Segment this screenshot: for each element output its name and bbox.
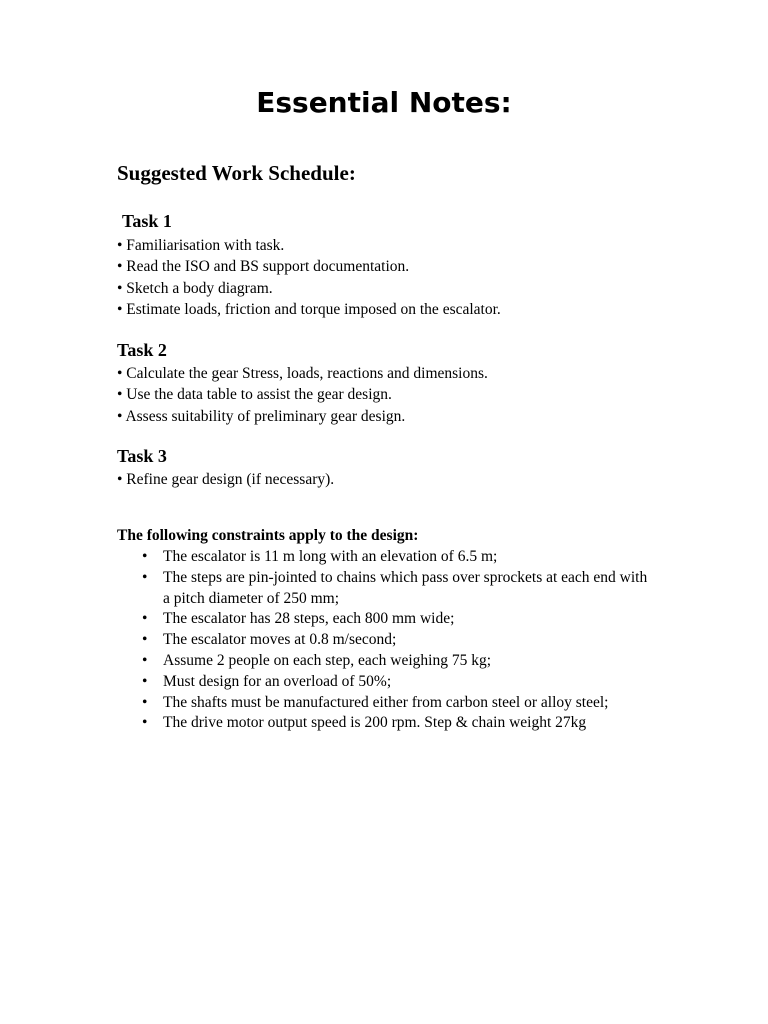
task-2-list	[117, 363, 488, 427]
bullet-icon: •	[142, 714, 148, 732]
list-item: • Refine gear design (if necessary).	[117, 471, 335, 488]
constraint-text: Must design for an overload of 50%;	[163, 672, 392, 690]
bullet-icon: •	[142, 610, 148, 628]
constraint-item	[117, 693, 657, 714]
list-item: • Calculate the gear Stress, loads, reactions and dimensions.	[117, 365, 488, 382]
list-item: • Estimate loads, friction and torque imposed on the escalator.	[117, 300, 501, 318]
page-title: Essential Notes:	[256, 86, 512, 119]
constraint-text: The escalator has 28 steps, each 800 mm wide;	[163, 610, 455, 628]
list-item: • Assess suitability of preliminary gear design.	[117, 407, 406, 425]
bullet-icon: •	[142, 693, 148, 711]
constraint-text: The shafts must be manufactured either from carbon steel or alloy steel;	[163, 693, 609, 711]
list-item: • Use the data table to assist the gear design.	[117, 386, 392, 404]
constraint-item	[117, 651, 657, 672]
constraint-item	[117, 630, 657, 651]
bullet-icon: •	[142, 568, 148, 586]
constraint-list	[117, 547, 657, 734]
bullet-icon: •	[142, 651, 148, 669]
constraint-text: The escalator is 11 m long with an elevation of 6.5 m;	[163, 548, 498, 565]
constraint-text: The steps are pin-jointed to chains which pass over sprockets at each end with a pitch diameter of 250 mm;	[163, 568, 648, 607]
list-item: • Sketch a body diagram.	[117, 279, 273, 297]
task-2-heading: Task 2	[117, 340, 167, 360]
bullet-icon: •	[142, 548, 148, 565]
task-3-heading: Task 3	[117, 446, 167, 466]
constraint-item	[117, 568, 657, 610]
bullet-icon: •	[142, 672, 148, 690]
bullet-icon: •	[142, 631, 148, 649]
schedule-heading: Suggested Work Schedule:	[117, 161, 356, 185]
constraints-heading: The following constraints apply to the design:	[117, 527, 419, 544]
task-1-heading: Task 1	[122, 211, 172, 231]
task-3-list	[117, 469, 334, 490]
list-item: • Read the ISO and BS support documentation.	[117, 258, 410, 276]
task-1-list	[117, 235, 501, 320]
constraint-item	[117, 609, 657, 630]
list-item: • Familiarisation with task.	[117, 237, 285, 254]
constraint-text: Assume 2 people on each step, each weighing 75 kg;	[163, 651, 491, 669]
constraint-item	[117, 672, 657, 693]
constraint-item	[117, 713, 657, 734]
constraint-text: The escalator moves at 0.8 m/second;	[163, 631, 397, 649]
constraint-text: The drive motor output speed is 200 rpm. Step & chain weight 27kg	[163, 714, 587, 732]
constraint-item	[117, 547, 657, 568]
